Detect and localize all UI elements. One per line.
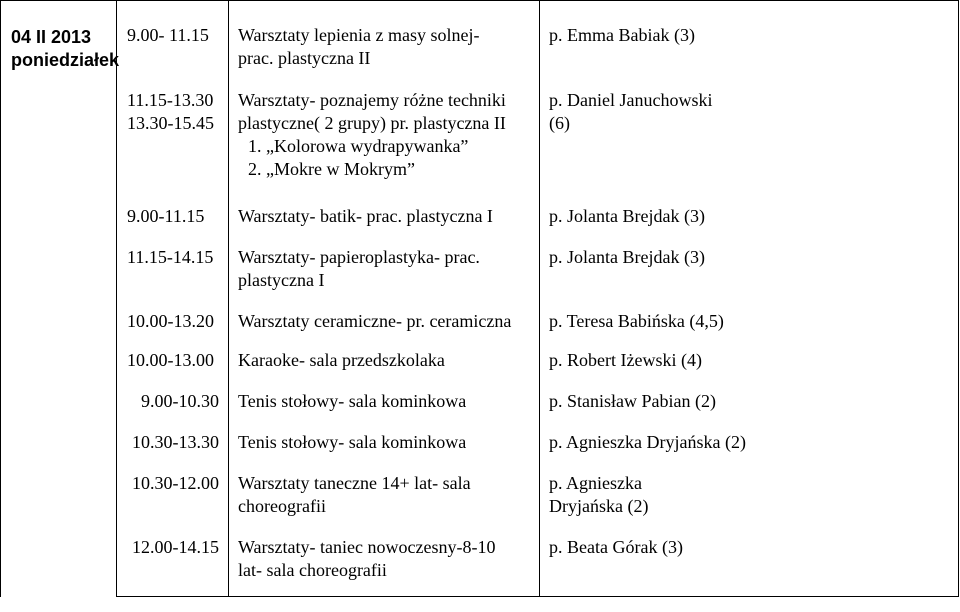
activity-text: Warsztaty lepienia z masy solnej- [238, 25, 480, 45]
instructor-text: p. Robert Iżewski (4) [549, 350, 702, 370]
activity-text: choreografii [238, 496, 326, 516]
instructor-text: p. Beata Górak (3) [549, 537, 683, 557]
instructor-text: p. Agnieszka Dryjańska (2) [549, 432, 746, 452]
table-row [1, 431, 959, 472]
instructor-cell [540, 205, 959, 242]
instructor-text: p. Jolanta Brejdak (3) [549, 206, 705, 226]
instructor-cell [540, 536, 959, 597]
activity-cell [229, 85, 540, 205]
activity-cell [229, 431, 540, 472]
date-text: 04 II 2013 [11, 27, 92, 47]
time-cell [117, 390, 229, 431]
activity-list [238, 135, 529, 181]
time-cell [117, 472, 229, 536]
time-text: 9.00-10.30 [141, 391, 219, 411]
instructor-cell [540, 242, 959, 310]
time-text: 9.00- 11.15 [127, 25, 209, 45]
activity-text: plastyczna I [238, 270, 325, 290]
instructor-text: (6) [549, 113, 570, 133]
time-cell [117, 536, 229, 597]
instructor-text: p. Daniel Januchowski [549, 90, 713, 110]
activity-cell [229, 472, 540, 536]
table-row [1, 85, 959, 205]
table-row [1, 472, 959, 536]
activity-text: Tenis stołowy- sala kominkowa [238, 432, 467, 452]
weekday-text: poniedziałek [11, 50, 120, 70]
table-row [1, 349, 959, 390]
activity-cell [229, 242, 540, 310]
activity-cell [229, 536, 540, 597]
activity-cell [229, 349, 540, 390]
instructor-cell [540, 1, 959, 86]
activity-cell [229, 390, 540, 431]
time-text: 9.00-11.15 [127, 206, 205, 226]
list-item: 2. „Mokre w Mokrym” [266, 158, 529, 181]
activity-cell [229, 205, 540, 242]
instructor-text: p. Emma Babiak (3) [549, 25, 695, 45]
table-row [1, 1, 959, 86]
table-row [1, 536, 959, 597]
time-cell [117, 1, 229, 86]
time-cell [117, 431, 229, 472]
table-row [1, 310, 959, 349]
table-row [1, 242, 959, 310]
instructor-cell [540, 85, 959, 205]
time-text: 10.30-13.30 [132, 432, 219, 452]
time-text: 10.30-12.00 [132, 473, 219, 493]
time-text: 11.15-13.30 [127, 90, 214, 110]
table-row [1, 390, 959, 431]
activity-text: prac. plastyczna II [238, 48, 371, 68]
time-text: 10.00-13.00 [127, 350, 214, 370]
time-cell [117, 205, 229, 242]
activity-text: Warsztaty- batik- prac. plastyczna I [238, 206, 493, 226]
time-cell [117, 349, 229, 390]
date-cell [1, 1, 120, 597]
activity-text: Warsztaty- papieroplastyka- prac. [238, 247, 480, 267]
instructor-text: p. Jolanta Brejdak (3) [549, 247, 705, 267]
instructor-cell [540, 431, 959, 472]
list-item: 1. „Kolorowa wydrapywanka” [266, 135, 529, 158]
time-text: 10.00-13.20 [127, 311, 214, 331]
instructor-text: Dryjańska (2) [549, 496, 649, 516]
activity-text: lat- sala choreografii [238, 560, 387, 580]
activity-text: Warsztaty- taniec nowoczesny-8-10 [238, 537, 496, 557]
activity-text: Warsztaty ceramiczne- pr. ceramiczna [238, 311, 512, 331]
instructor-cell [540, 310, 959, 349]
activity-text: Warsztaty taneczne 14+ lat- sala [238, 473, 471, 493]
time-text: 13.30-15.45 [127, 113, 214, 133]
activity-cell [229, 310, 540, 349]
time-cell [117, 310, 229, 349]
time-cell [117, 242, 229, 310]
instructor-text: p. Agnieszka [549, 473, 642, 493]
time-text: 11.15-14.15 [127, 247, 214, 267]
activity-cell [229, 1, 540, 86]
instructor-text: p. Teresa Babińska (4,5) [549, 311, 724, 331]
instructor-cell [540, 472, 959, 536]
activity-text: Tenis stołowy- sala kominkowa [238, 391, 467, 411]
instructor-text: p. Stanisław Pabian (2) [549, 391, 716, 411]
time-text: 12.00-14.15 [132, 537, 219, 557]
instructor-cell [540, 390, 959, 431]
activity-text: Warsztaty- poznajemy różne techniki [238, 90, 506, 110]
activity-text: plastyczne( 2 grupy) pr. plastyczna II [238, 113, 506, 133]
instructor-cell [540, 349, 959, 390]
time-cell [117, 85, 229, 205]
table-row [1, 205, 959, 242]
activity-text: Karaoke- sala przedszkolaka [238, 350, 445, 370]
